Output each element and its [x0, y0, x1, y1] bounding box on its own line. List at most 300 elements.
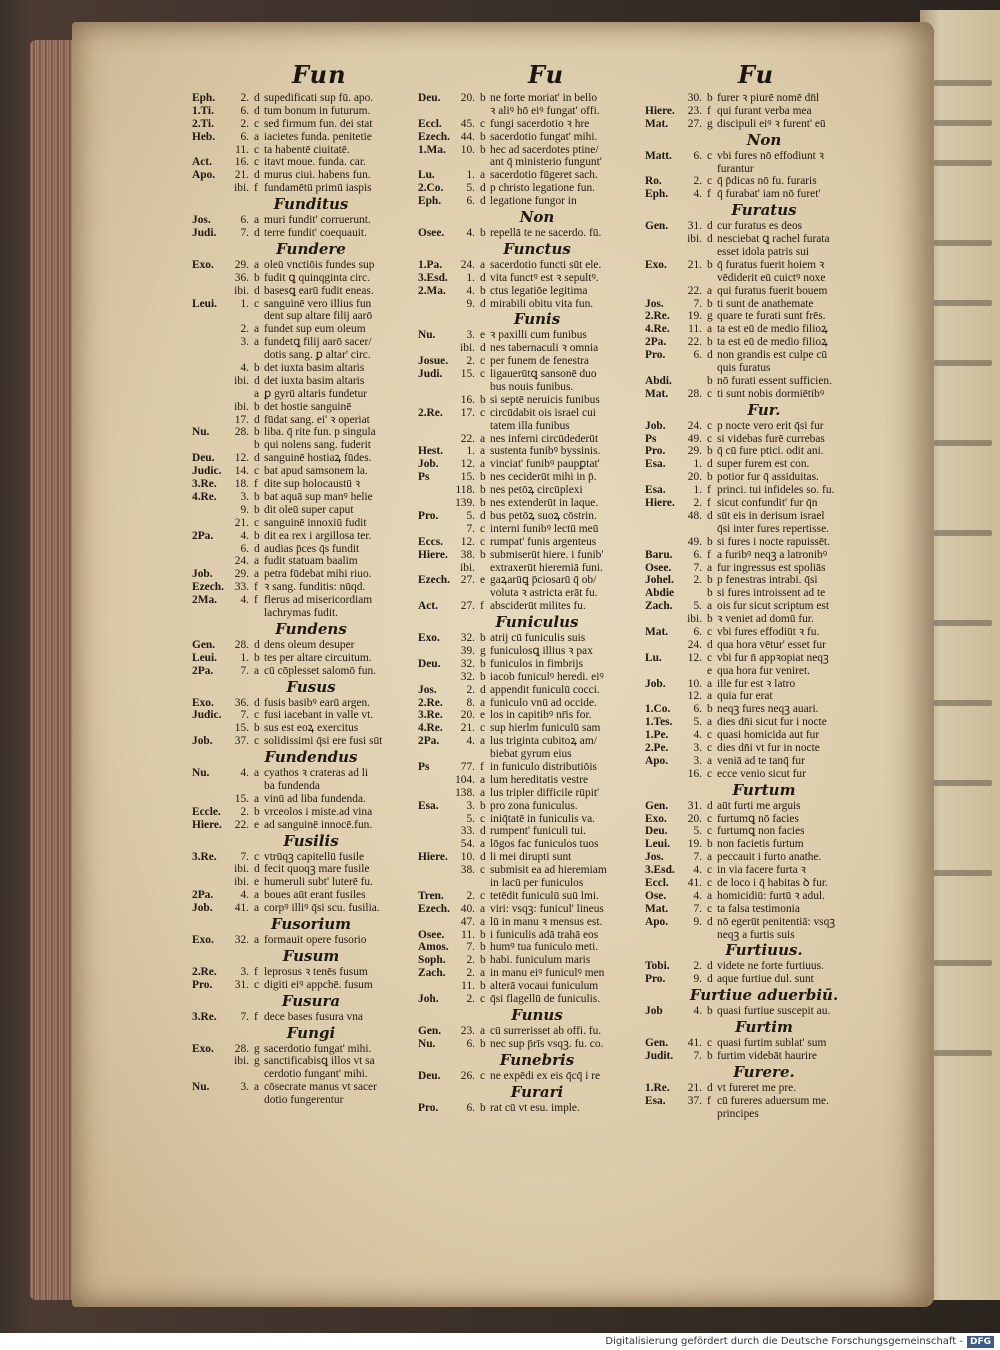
headword: Fundendus: [264, 748, 358, 767]
section-letter: c: [254, 978, 260, 991]
section-letter: b: [480, 227, 486, 240]
entry-text: petra fūdebat mihi riuo.: [264, 568, 372, 581]
entry-text: muri fundit' corruerunt.: [264, 214, 371, 227]
entry-row: [645, 703, 883, 716]
section-letter: d: [707, 1081, 713, 1094]
entry-row: [418, 144, 656, 157]
section-letter: f: [480, 600, 484, 613]
chapter-number: 21.: [234, 516, 249, 529]
entry-row: [645, 665, 883, 678]
section-letter: c: [707, 876, 713, 889]
entry-row: [645, 742, 883, 755]
entry-row: [192, 298, 430, 311]
entry-row: [645, 800, 883, 813]
entry-text: ꝛ aliꝰ hō eiꝰ fungat' offi.: [490, 104, 600, 117]
entry-row: [645, 536, 883, 549]
entry-text: vinciat' funibꝰ paupꝑtat': [490, 458, 600, 471]
chapter-number: [226, 310, 254, 323]
book-reference: Job.: [645, 677, 666, 690]
section-letter: d: [254, 284, 260, 297]
entry-row: [418, 169, 656, 182]
entry-text: nō egerūt penitentiā: vsqꝫ: [717, 915, 836, 928]
entry-row: [192, 478, 430, 491]
entry-text: pro zona funiculus.: [490, 799, 578, 812]
entry-row: [192, 375, 430, 388]
book-reference: Exo.: [418, 632, 440, 645]
book-reference: [645, 929, 679, 942]
book-reference: Pro.: [418, 1101, 439, 1114]
section-letter: d: [480, 509, 486, 522]
entry-text: super furem est con.: [717, 458, 810, 471]
book-reference: Esa.: [645, 1094, 666, 1107]
chapter-number: 2.: [466, 355, 475, 368]
section-letter: b: [707, 535, 713, 548]
chapter-number: 32.: [234, 933, 249, 946]
chapter-number: 24.: [687, 638, 702, 651]
headword: Funis: [513, 310, 561, 329]
entry-text: itavt moue. funda. car.: [264, 156, 366, 169]
chapter-number: 11.: [461, 928, 475, 941]
book-reference: [192, 375, 226, 388]
chapter-number: 4.: [693, 864, 702, 877]
book-reference: [418, 748, 452, 761]
chapter-number: [226, 439, 254, 452]
book-reference: Apo.: [192, 169, 216, 182]
entry-text: lachrymas fudit.: [264, 606, 339, 619]
entry-text: tetēdit funiculū suū lmi.: [490, 889, 599, 902]
section-letter: d: [254, 169, 260, 182]
entry-row: [192, 780, 430, 793]
entry-text: dens oleum desuper: [264, 638, 355, 651]
entry-text: si fures introissent ad te: [717, 587, 826, 600]
book-reference: Job.: [192, 902, 213, 915]
chapter-number: 41.: [687, 1037, 702, 1050]
entry-text: in manu eiꝰ funiculꝰ men: [490, 967, 605, 980]
entry-text: i funiculis adā trahā eos: [490, 928, 599, 941]
section-letter: c: [480, 889, 486, 902]
section-letter: b: [480, 941, 486, 954]
section-letter: b: [254, 426, 260, 439]
book-reference: [192, 310, 226, 323]
headword: Funditus: [273, 195, 349, 214]
entry-text: quasi furtim sublat' sum: [717, 1037, 827, 1050]
chapter-number: 22.: [234, 818, 249, 831]
entry-text: qua hora fur veniret.: [717, 664, 810, 677]
section-letter: b: [480, 130, 486, 143]
entry-text: audias p̄ces q̄s fundit: [264, 542, 360, 555]
chapter-number: 9.: [466, 297, 475, 310]
section-letter: c: [707, 729, 713, 742]
entry-row: [645, 626, 883, 639]
section-letter: a: [707, 561, 713, 574]
book-reference: Tren.: [418, 889, 444, 902]
book-reference: Eccl.: [645, 876, 669, 889]
chapter-number: 36.: [234, 271, 249, 284]
chapter-number: 20.: [460, 92, 475, 104]
entry-row: [418, 182, 656, 195]
entry-row: [418, 497, 656, 510]
book-reference: Jos.: [418, 683, 437, 696]
section-letter: a: [254, 933, 260, 946]
chapter-number: 7.: [240, 709, 249, 722]
entry-row: [192, 1081, 430, 1094]
chapter-number: 29.: [234, 258, 249, 271]
chapter-number: 29.: [234, 568, 249, 581]
section-letter: a: [480, 838, 486, 851]
book-reference: Deu.: [192, 452, 215, 465]
chapter-number: 4.: [240, 594, 249, 607]
chapter-number: 3.: [240, 1081, 249, 1094]
chapter-number: 19.: [687, 838, 702, 851]
entry-row: [192, 1094, 430, 1107]
concordance-column-2: [418, 92, 656, 1114]
chapter-number: ibi.: [234, 182, 249, 195]
entry-row: [645, 163, 883, 176]
chapter-number: 1.: [240, 297, 249, 310]
book-reference: [192, 349, 226, 362]
book-reference: [645, 285, 679, 298]
section-letter: [707, 1108, 717, 1121]
section-letter: f: [707, 484, 711, 497]
chapter-number: 2.: [693, 497, 702, 510]
chapter-number: [679, 272, 707, 285]
entry-row: [192, 517, 430, 530]
book-reference: Job.: [192, 568, 213, 581]
chapter-number: 20.: [460, 709, 475, 722]
section-letter: a: [254, 664, 260, 677]
entry-row: [418, 355, 656, 368]
section-letter: c: [707, 625, 713, 638]
section-letter: b: [707, 703, 713, 716]
entry-text: ad sanguinē innocē.fun.: [264, 818, 373, 831]
book-reference: Judic.: [192, 465, 222, 478]
chapter-number: 11.: [235, 143, 249, 156]
entry-text: ligauerūtꝗ sansonē duo: [490, 368, 597, 381]
section-letter: f: [707, 188, 711, 201]
chapter-number: 2.: [693, 960, 702, 973]
entry-row: [192, 581, 430, 594]
section-letter: d: [707, 233, 713, 246]
entry-text: dent sup altare filij aarō: [264, 310, 373, 323]
section-letter: f: [254, 1010, 258, 1023]
book-reference: Exo.: [192, 1042, 214, 1055]
book-reference: [645, 613, 679, 626]
book-reference: [645, 768, 679, 781]
section-letter: b: [480, 632, 486, 645]
entry-text: nes petōꝝ circūplexi: [490, 484, 583, 497]
entry-row: [418, 684, 656, 697]
chapter-number: 22.: [687, 284, 702, 297]
section-letter: b: [254, 439, 260, 452]
entry-text: furtumꝗ nō facies: [717, 812, 799, 825]
entry-text: ant q̄ ministerio fungunt': [490, 156, 602, 169]
chapter-number: 2.: [466, 683, 475, 696]
section-letter: a: [707, 690, 713, 703]
section-letter: a: [254, 387, 260, 400]
book-reference: Ps: [418, 760, 430, 773]
book-reference: 3.Re.: [192, 478, 217, 491]
section-letter: d: [480, 195, 486, 208]
chapter-number: 24.: [687, 419, 702, 432]
entry-text: aūt furti me arguis: [717, 799, 801, 812]
entry-row: [418, 735, 656, 748]
section-letter: d: [254, 863, 260, 876]
entry-row: [645, 298, 883, 311]
entry-text: funiculo vnū ad occide.: [490, 696, 597, 709]
chapter-number: [226, 1094, 254, 1107]
chapter-number: 6.: [693, 349, 702, 362]
chapter-number: 2.: [240, 117, 249, 130]
entry-row: [418, 709, 656, 722]
book-reference: Matt.: [645, 149, 672, 162]
section-letter: d: [254, 104, 260, 117]
chapter-number: ibi.: [234, 876, 249, 889]
chapter-number: 28.: [234, 426, 249, 439]
book-reference: Ezech.: [192, 581, 224, 594]
book-reference: [418, 394, 452, 407]
section-letter: b: [480, 980, 486, 993]
book-reference: 4.Re.: [645, 323, 670, 336]
entry-row: [418, 471, 656, 484]
book-reference: [418, 381, 452, 394]
entry-row: [418, 825, 656, 838]
section-letter: g: [707, 117, 713, 130]
entry-row: [645, 323, 883, 336]
chapter-number: 7.: [693, 902, 702, 915]
book-reference: 1.Re.: [645, 1081, 670, 1094]
entry-text: lum hereditatis vestre: [490, 773, 589, 786]
entry-row: [192, 504, 430, 517]
entry-row: [192, 1043, 430, 1056]
entry-row: [418, 1038, 656, 1051]
book-reference: Leui.: [192, 297, 218, 310]
entry-row: [645, 1037, 883, 1050]
entry-text: rumpat' funis argenteus: [490, 535, 597, 548]
chapter-number: 15.: [460, 368, 475, 381]
chapter-number: [226, 607, 254, 620]
entry-text: supedificati sup fū. apo.: [264, 92, 374, 104]
section-letter: a: [254, 336, 260, 349]
entry-row: [192, 336, 430, 349]
section-letter: [480, 587, 490, 600]
book-reference: [645, 272, 679, 285]
chapter-number: 3.: [693, 741, 702, 754]
section-letter: a: [480, 786, 486, 799]
book-reference: Mat.: [645, 902, 669, 915]
section-letter: d: [480, 342, 486, 355]
book-reference: [645, 639, 679, 652]
section-letter: a: [254, 130, 260, 143]
book-reference: Esa.: [645, 484, 666, 497]
chapter-number: 2.: [466, 967, 475, 980]
entry-row: [192, 966, 430, 979]
book-reference: Gen.: [418, 1024, 442, 1037]
book-reference: Nu.: [418, 329, 436, 342]
book-reference: [418, 813, 452, 826]
entry-row: [645, 349, 883, 362]
chapter-number: 48.: [687, 509, 702, 522]
chapter-number: 41.: [234, 902, 249, 915]
entry-row: [418, 105, 656, 118]
chapter-number: ibi.: [234, 863, 249, 876]
entry-text: ti sunt nobis dormiētibꝰ: [717, 387, 825, 400]
entry-text: ta est eū de medio filioꝝ: [717, 323, 828, 336]
book-reference: [418, 645, 452, 658]
entry-row: [645, 851, 883, 864]
entry-text: repellā te ne sacerdo. fū.: [490, 227, 602, 240]
entry-row: [418, 1070, 656, 1083]
entry-row: [418, 118, 656, 131]
section-letter: a: [480, 445, 486, 458]
entry-row: [192, 697, 430, 710]
section-letter: b: [480, 954, 486, 967]
entry-text: fusi iacebant in valle vt.: [264, 709, 374, 722]
book-reference: Zach.: [645, 600, 673, 613]
entry-text: gaꝝarūꝗ p̄ciosarū q̄ ob/: [490, 574, 597, 587]
book-reference: [418, 433, 452, 446]
book-reference: Mat.: [645, 387, 669, 400]
entry-text: videte ne forte furtiuus.: [717, 960, 824, 973]
entry-row: [192, 414, 430, 427]
entry-text: ois fur sicut scriptum est: [717, 600, 829, 613]
chapter-number: 6.: [693, 625, 702, 638]
section-letter: c: [480, 535, 486, 548]
section-letter: [480, 420, 490, 433]
entry-text: sustenta funibꝰ byssinis.: [490, 445, 601, 458]
section-letter: [707, 523, 717, 536]
section-letter: f: [707, 497, 711, 510]
entry-text: ꝛ sang. funditis: nūqd.: [264, 581, 366, 594]
book-reference: 2.Re.: [418, 696, 443, 709]
book-reference: [418, 774, 452, 787]
section-letter: b: [254, 805, 260, 818]
book-reference: [418, 562, 452, 575]
entry-row: [192, 555, 430, 568]
section-letter: [707, 362, 717, 375]
entry-text: ꝛ veniet ad domū fur.: [717, 613, 814, 626]
entry-text: atrij cū funiculis suis: [490, 632, 586, 645]
section-letter: b: [707, 336, 713, 349]
entry-text: cōsecrate manus vt sacer: [264, 1081, 377, 1094]
chapter-number: 12.: [460, 458, 475, 471]
book-reference: Amos.: [418, 941, 449, 954]
book-reference: [192, 285, 226, 298]
chapter-number: 15.: [234, 722, 249, 735]
entry-row: [418, 1025, 656, 1038]
chapter-number: 5.: [693, 716, 702, 729]
entry-text: boues aūt erant fusiles: [264, 889, 366, 902]
book-reference: Job.: [418, 458, 439, 471]
entry-row: [645, 678, 883, 691]
entry-row: [192, 709, 430, 722]
entry-text: ne forte moriat' in bello: [490, 92, 598, 104]
entry-text: ecce venio sicut fur: [717, 767, 806, 780]
chapter-number: 44.: [460, 130, 475, 143]
entry-text: dies dn̄i vt fur in nocte: [717, 741, 820, 754]
section-letter: c: [707, 767, 713, 780]
entry-text: fecit quoqꝫ mare fusile: [264, 863, 370, 876]
book-reference: [645, 665, 679, 678]
entry-row: [645, 973, 883, 986]
section-letter: b: [707, 297, 713, 310]
entry-row: [192, 639, 430, 652]
chapter-number: 1.: [466, 271, 475, 284]
chapter-number: 4.: [466, 284, 475, 297]
book-reference: Pro.: [192, 978, 213, 991]
entry-row: [418, 800, 656, 813]
entry-text: quia fur erat: [717, 690, 773, 703]
entry-row: [645, 562, 883, 575]
chapter-number: 39.: [460, 644, 475, 657]
section-letter: d: [480, 825, 486, 838]
entry-text: cū surrerisset ab offi. fu.: [490, 1024, 602, 1037]
entry-text: nes ceciderūt mihi in p̄.: [490, 471, 597, 484]
section-letter: c: [254, 117, 260, 130]
book-reference: Hiere.: [192, 818, 222, 831]
section-letter: [480, 877, 490, 890]
entry-text: ctus legatiōe legitima: [490, 284, 588, 297]
headword: Fusorium: [270, 914, 352, 933]
book-reference: Gen.: [192, 638, 216, 651]
chapter-number: 17.: [234, 413, 249, 426]
section-letter: f: [480, 760, 484, 773]
entry-text: non facietis furtum: [717, 838, 804, 851]
headword: Furtiuus.: [725, 941, 803, 960]
entry-row: [192, 902, 430, 915]
section-letter: [254, 780, 264, 793]
chapter-number: 33.: [234, 581, 249, 594]
entry-row: [192, 362, 430, 375]
chapter-number: 7.: [693, 561, 702, 574]
entry-text: q̄ furatus fuerit hoiem ꝛ: [717, 258, 825, 271]
entry-text: vbi fures nō effodiunt ꝛ: [717, 149, 825, 162]
section-letter: c: [707, 651, 713, 664]
entry-text: murus ciui. habens fun.: [264, 169, 371, 182]
entry-text: lū in manu ꝛ mensus est.: [490, 915, 603, 928]
entry-text: mirabili obitu vita fun.: [490, 297, 594, 310]
chapter-number: 9.: [693, 915, 702, 928]
entry-text: los in capitibꝰ nr̄is for.: [490, 709, 592, 722]
chapter-number: 2.: [466, 889, 475, 902]
chapter-number: 118.: [455, 484, 475, 497]
entry-row: [645, 639, 883, 652]
section-letter: b: [707, 471, 713, 484]
book-reference: 2.Ma.: [418, 284, 446, 297]
entry-row: [418, 433, 656, 446]
chapter-number: 4.: [240, 529, 249, 542]
entry-row: [645, 903, 883, 916]
chapter-number: 54.: [460, 838, 475, 851]
entry-text: furantur: [717, 162, 754, 175]
headword: Fusilis: [283, 831, 339, 850]
entry-row: [192, 1068, 430, 1081]
chapter-number: 5.: [466, 812, 475, 825]
chapter-number: 31.: [687, 220, 702, 233]
entry-row: [645, 105, 883, 118]
entry-row: [418, 587, 656, 600]
entry-text: cū fureres aduersum me.: [717, 1094, 829, 1107]
entry-row: [418, 574, 656, 587]
section-letter: b: [480, 471, 486, 484]
book-reference: Zach.: [418, 967, 446, 980]
chapter-number: 6.: [240, 214, 249, 227]
chapter-number: [452, 877, 480, 890]
book-reference: 2.Re.: [645, 310, 670, 323]
book-reference: Exo.: [192, 696, 214, 709]
chapter-number: 29.: [687, 445, 702, 458]
entry-text: de loco i q̄ habitas ꝺ fur.: [717, 876, 828, 889]
headword: Furtum: [732, 780, 796, 799]
